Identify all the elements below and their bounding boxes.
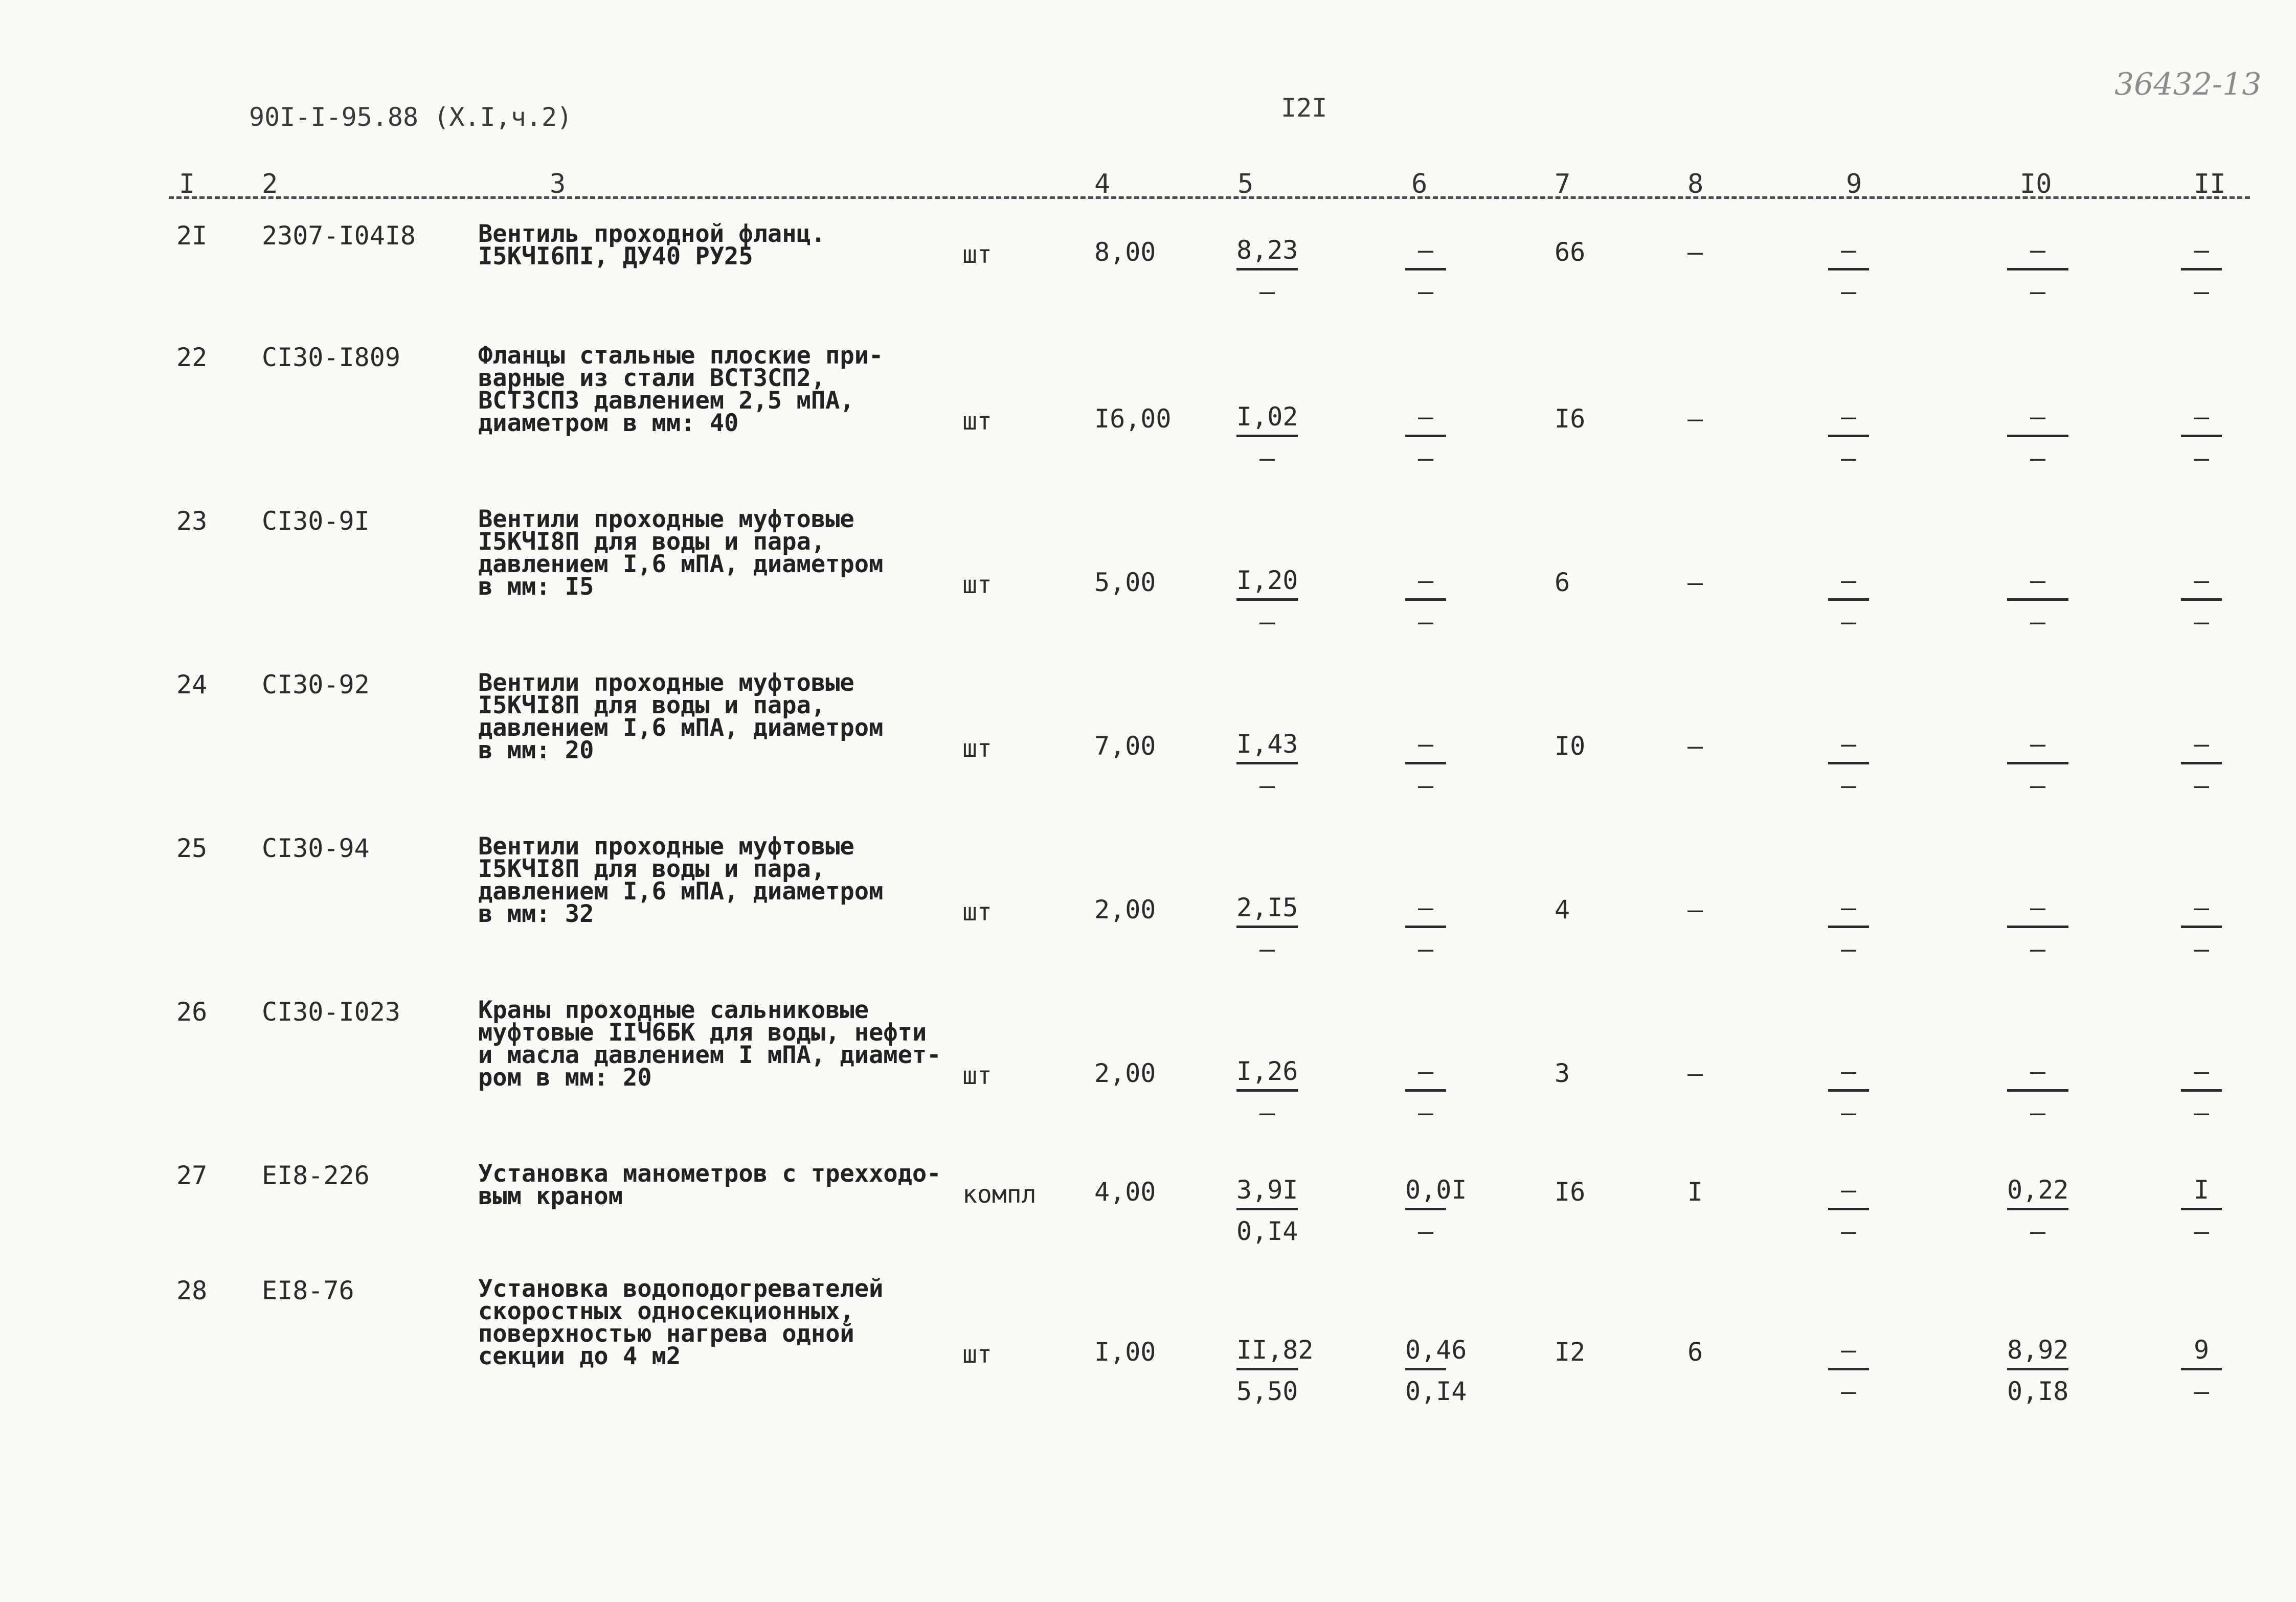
fraction-numerator: –: [2193, 893, 2210, 922]
fraction-denominator: –: [1417, 443, 1434, 473]
quantity: I,00: [1094, 1337, 1156, 1367]
unit-of-measure: шт: [962, 240, 992, 269]
fraction-numerator: –: [1417, 729, 1434, 759]
c9-fraction: [1828, 568, 1869, 635]
c9-fraction: [1828, 237, 1869, 304]
fraction-denominator: –: [1259, 1098, 1275, 1127]
fraction-denominator: –: [1840, 1216, 1857, 1246]
fraction-bar: [2181, 598, 2222, 601]
c6-fraction: [1405, 1058, 1446, 1125]
row-number: 25: [176, 833, 208, 863]
fraction-bar: [1236, 1368, 1298, 1370]
column-number: 9: [1846, 169, 1862, 199]
fraction-denominator: –: [2193, 934, 2210, 964]
fraction-denominator: –: [2030, 771, 2046, 800]
fraction-bar: [2181, 762, 2222, 764]
column-number: I: [179, 169, 195, 199]
fraction-numerator: –: [1840, 893, 1857, 922]
fraction-bar: [1405, 926, 1446, 928]
fraction-numerator: I,43: [1236, 729, 1298, 759]
fraction-denominator: –: [1417, 1216, 1434, 1246]
unit-of-measure: шт: [962, 571, 992, 599]
fraction-numerator: 0,46: [1405, 1335, 1467, 1365]
c9-fraction: [1828, 731, 1869, 798]
fraction-numerator: –: [2193, 566, 2210, 595]
row-number: 28: [176, 1276, 208, 1305]
col7-value: I0: [1555, 731, 1586, 761]
c10-fraction: [2007, 1177, 2068, 1244]
fraction-numerator: 3,9I: [1236, 1175, 1298, 1205]
col7-value: 4: [1555, 895, 1570, 924]
fraction-bar: [2181, 1368, 2222, 1370]
fraction-denominator: 0,I8: [2007, 1377, 2069, 1406]
c5-fraction: [1236, 895, 1298, 962]
fraction-bar: [2007, 1368, 2068, 1370]
fraction-denominator: –: [1840, 277, 1857, 306]
fraction-denominator: –: [1259, 443, 1275, 473]
col7-value: 66: [1555, 237, 1586, 267]
unit-of-measure: шт: [962, 407, 992, 436]
fraction-numerator: –: [1840, 1335, 1857, 1365]
fraction-denominator: –: [2193, 1098, 2210, 1127]
fraction-denominator: –: [2193, 607, 2210, 637]
fraction-bar: [1236, 598, 1298, 601]
fraction-bar: [1236, 1089, 1298, 1092]
fraction-bar: [2181, 435, 2222, 437]
col8-value: –: [1687, 404, 1703, 434]
c5-fraction: [1236, 1177, 1298, 1244]
fraction-bar: [1405, 762, 1446, 764]
fraction-denominator: –: [1840, 443, 1857, 473]
fraction-denominator: –: [2193, 771, 2210, 800]
quantity: 7,00: [1094, 731, 1156, 761]
fraction-numerator: 0,22: [2007, 1175, 2069, 1205]
item-description: Фланцы стальные плоские при- варные из стали ВСТ3СП2, ВСТ3СП3 давлением 2,5 мПА, диаметром в мм: 40: [478, 342, 884, 437]
c11-fraction: [2181, 895, 2222, 962]
c10-fraction: [2007, 895, 2068, 962]
item-description: Краны проходные сальниковые муфтовые IIЧ6БК для воды, нефти и масла давлением I мПА, диамет- ром в мм: 20: [478, 996, 941, 1092]
fraction-numerator: 9: [2193, 1335, 2210, 1365]
fraction-numerator: 0,0I: [1405, 1175, 1467, 1205]
fraction-denominator: –: [2030, 443, 2046, 473]
c9-fraction: [1828, 895, 1869, 962]
column-number: 6: [1411, 169, 1428, 199]
col7-value: 3: [1555, 1058, 1570, 1088]
fraction-bar: [1236, 1208, 1298, 1210]
col8-value: 6: [1687, 1337, 1703, 1367]
fraction-bar: [2181, 1089, 2222, 1092]
fraction-denominator: –: [2193, 443, 2210, 473]
fraction-denominator: –: [1259, 277, 1275, 306]
c6-fraction: [1405, 568, 1446, 635]
fraction-denominator: –: [2030, 607, 2046, 637]
column-number: 3: [550, 169, 566, 199]
unit-of-measure: шт: [962, 1062, 992, 1090]
fraction-numerator: –: [1417, 566, 1434, 595]
fraction-denominator: –: [2030, 934, 2046, 964]
fraction-bar: [2007, 435, 2068, 437]
fraction-numerator: II,82: [1236, 1335, 1314, 1365]
fraction-denominator: –: [1417, 607, 1434, 637]
row-number: 23: [176, 506, 208, 536]
fraction-denominator: –: [1417, 771, 1434, 800]
col8-value: –: [1687, 568, 1703, 597]
fraction-bar: [1236, 762, 1298, 764]
row-number: 2I: [176, 221, 208, 251]
fraction-denominator: –: [2193, 277, 2210, 306]
fraction-numerator: –: [2193, 402, 2210, 432]
fraction-denominator: –: [1259, 934, 1275, 964]
fraction-numerator: –: [1840, 1056, 1857, 1086]
fraction-denominator: –: [1840, 771, 1857, 800]
col8-value: I: [1687, 1177, 1703, 1207]
c10-fraction: [2007, 237, 2068, 304]
c6-fraction: [1405, 1335, 1467, 1406]
document-code: 90I-I-95.88 (X.I,ч.2): [249, 102, 573, 132]
fraction-denominator: –: [1417, 1098, 1434, 1127]
fraction-bar: [2007, 598, 2068, 601]
item-description: Вентили проходные муфтовые I5КЧI8П для воды и пара, давлением I,6 мПА, диаметром в мм: 20: [478, 669, 884, 764]
c9-fraction: [1828, 1337, 1869, 1404]
fraction-bar: [2181, 268, 2222, 270]
fraction-numerator: –: [1840, 235, 1857, 265]
fraction-numerator: –: [1417, 402, 1434, 432]
fraction-bar: [1828, 926, 1869, 928]
c9-fraction: [1828, 1058, 1869, 1125]
fraction-denominator: 0,I4: [1236, 1216, 1298, 1246]
c6-fraction: [1405, 731, 1446, 798]
unit-of-measure: компл: [962, 1180, 1037, 1209]
fraction-bar: [1828, 1208, 1869, 1210]
fraction-numerator: –: [2030, 402, 2046, 432]
fraction-bar: [1828, 762, 1869, 764]
fraction-bar: [1828, 1368, 1869, 1370]
item-code: 2307-I04I8: [262, 221, 416, 251]
col7-value: I6: [1555, 404, 1586, 434]
quantity: 4,00: [1094, 1177, 1156, 1207]
c10-fraction: [2007, 1337, 2068, 1404]
item-code: CI30-I023: [262, 997, 400, 1027]
fraction-bar: [1405, 598, 1446, 601]
item-description: Вентили проходные муфтовые I5КЧI8П для воды и пара, давлением I,6 мПА, диаметром в мм: I5: [478, 505, 884, 601]
col7-value: I6: [1555, 1177, 1586, 1207]
fraction-bar: [2181, 1208, 2222, 1210]
unit-of-measure: шт: [962, 898, 992, 927]
fraction-numerator: –: [2030, 893, 2046, 922]
fraction-numerator: –: [2193, 235, 2210, 265]
fraction-numerator: –: [2030, 1056, 2046, 1086]
column-number: I0: [2020, 169, 2052, 199]
c10-fraction: [2007, 1058, 2068, 1125]
fraction-numerator: –: [1417, 235, 1434, 265]
c5-fraction: [1236, 1058, 1298, 1125]
c6-fraction: [1405, 404, 1446, 471]
item-code: CI30-9I: [262, 506, 370, 536]
quantity: 2,00: [1094, 895, 1156, 924]
fraction-numerator: –: [1417, 1056, 1434, 1086]
fraction-denominator: –: [1840, 934, 1857, 964]
col7-value: I2: [1555, 1337, 1586, 1367]
fraction-denominator: –: [2030, 1216, 2046, 1246]
fraction-numerator: I: [2193, 1175, 2210, 1205]
fraction-denominator: –: [2193, 1216, 2210, 1246]
fraction-numerator: I,26: [1236, 1056, 1298, 1086]
fraction-bar: [1828, 268, 1869, 270]
col8-value: –: [1687, 237, 1703, 267]
item-description: Установка водоподогревателей скоростных односекционных, поверхностью нагрева одной секции до 4 м2: [478, 1275, 884, 1370]
c11-fraction: [2181, 404, 2222, 471]
fraction-denominator: –: [1259, 771, 1275, 800]
fraction-numerator: –: [1840, 566, 1857, 595]
unit-of-measure: шт: [962, 734, 992, 763]
c11-fraction: [2181, 237, 2222, 304]
fraction-denominator: 5,50: [1236, 1377, 1298, 1406]
quantity: 2,00: [1094, 1058, 1156, 1088]
c6-fraction: [1405, 895, 1446, 962]
fraction-bar: [1828, 598, 1869, 601]
col8-value: –: [1687, 1058, 1703, 1088]
c11-fraction: [2181, 1337, 2222, 1404]
column-number: 5: [1237, 169, 1254, 199]
fraction-numerator: –: [2030, 729, 2046, 759]
column-number: 7: [1555, 169, 1571, 199]
fraction-denominator: 0,I4: [1405, 1377, 1467, 1406]
row-number: 27: [176, 1161, 208, 1190]
fraction-bar: [2007, 1089, 2068, 1092]
fraction-bar: [2007, 926, 2068, 928]
c11-fraction: [2181, 731, 2222, 798]
fraction-bar: [2007, 268, 2068, 270]
column-number: 8: [1687, 169, 1704, 199]
quantity: 5,00: [1094, 568, 1156, 597]
unit-of-measure: шт: [962, 1340, 992, 1369]
fraction-numerator: –: [1840, 729, 1857, 759]
fraction-numerator: –: [2030, 235, 2046, 265]
col7-value: 6: [1555, 568, 1570, 597]
item-code: CI30-92: [262, 670, 370, 700]
fraction-bar: [1828, 435, 1869, 437]
fraction-bar: [1405, 1089, 1446, 1092]
fraction-bar: [2007, 762, 2068, 764]
c11-fraction: [2181, 1058, 2222, 1125]
column-number: 2: [262, 169, 278, 199]
quantity: 8,00: [1094, 237, 1156, 267]
fraction-bar: [1236, 926, 1298, 928]
c10-fraction: [2007, 568, 2068, 635]
archive-stamp: 36432-13: [2114, 66, 2262, 102]
fraction-numerator: –: [1840, 402, 1857, 432]
quantity: I6,00: [1094, 404, 1172, 434]
fraction-denominator: –: [1259, 607, 1275, 637]
item-description: Вентиль проходной фланц. I5КЧI6ПI, ДУ40 РУ25: [478, 220, 826, 270]
fraction-numerator: –: [1840, 1175, 1857, 1205]
fraction-numerator: 8,92: [2007, 1335, 2069, 1365]
fraction-numerator: –: [1417, 893, 1434, 922]
fraction-denominator: –: [2193, 1377, 2210, 1406]
fraction-numerator: –: [2193, 729, 2210, 759]
c5-fraction: [1236, 1335, 1314, 1406]
fraction-denominator: –: [1417, 934, 1434, 964]
item-code: EI8-226: [262, 1161, 370, 1190]
col8-value: –: [1687, 731, 1703, 761]
fraction-denominator: –: [1840, 607, 1857, 637]
c6-fraction: [1405, 237, 1446, 304]
column-header-rule: [169, 196, 2250, 199]
fraction-bar: [2007, 1208, 2068, 1210]
item-code: CI30-94: [262, 833, 370, 863]
column-number: 4: [1094, 169, 1111, 199]
fraction-numerator: I,20: [1236, 566, 1298, 595]
column-number: II: [2194, 169, 2226, 199]
fraction-bar: [1405, 268, 1446, 270]
fraction-denominator: –: [2030, 277, 2046, 306]
c5-fraction: [1236, 237, 1298, 304]
item-description: Установка манометров с трехходо- вым краном: [478, 1160, 941, 1210]
item-code: EI8-76: [262, 1276, 354, 1305]
c9-fraction: [1828, 404, 1869, 471]
row-number: 24: [176, 670, 208, 700]
c11-fraction: [2181, 568, 2222, 635]
fraction-denominator: –: [1417, 277, 1434, 306]
fraction-numerator: 2,I5: [1236, 893, 1298, 922]
c10-fraction: [2007, 731, 2068, 798]
fraction-denominator: –: [1840, 1377, 1857, 1406]
fraction-numerator: –: [2030, 566, 2046, 595]
fraction-bar: [1405, 435, 1446, 437]
c11-fraction: [2181, 1177, 2222, 1244]
c6-fraction: [1405, 1175, 1467, 1246]
fraction-denominator: –: [1840, 1098, 1857, 1127]
c10-fraction: [2007, 404, 2068, 471]
fraction-bar: [1405, 1208, 1446, 1210]
row-number: 26: [176, 997, 208, 1027]
fraction-bar: [1405, 1368, 1446, 1370]
col8-value: –: [1687, 895, 1703, 924]
page-number: I2I: [1281, 93, 1327, 123]
fraction-bar: [1236, 435, 1298, 437]
fraction-bar: [1236, 268, 1298, 270]
fraction-bar: [2181, 926, 2222, 928]
fraction-bar: [1828, 1089, 1869, 1092]
c5-fraction: [1236, 568, 1298, 635]
c5-fraction: [1236, 404, 1298, 471]
fraction-numerator: –: [2193, 1056, 2210, 1086]
item-description: Вентили проходные муфтовые I5КЧI8П для воды и пара, давлением I,6 мПА, диаметром в мм: 32: [478, 832, 884, 928]
fraction-numerator: I,02: [1236, 402, 1298, 432]
c9-fraction: [1828, 1177, 1869, 1244]
row-number: 22: [176, 343, 208, 372]
c5-fraction: [1236, 731, 1298, 798]
fraction-numerator: 8,23: [1236, 235, 1298, 265]
fraction-denominator: –: [2030, 1098, 2046, 1127]
item-code: CI30-I809: [262, 343, 400, 372]
